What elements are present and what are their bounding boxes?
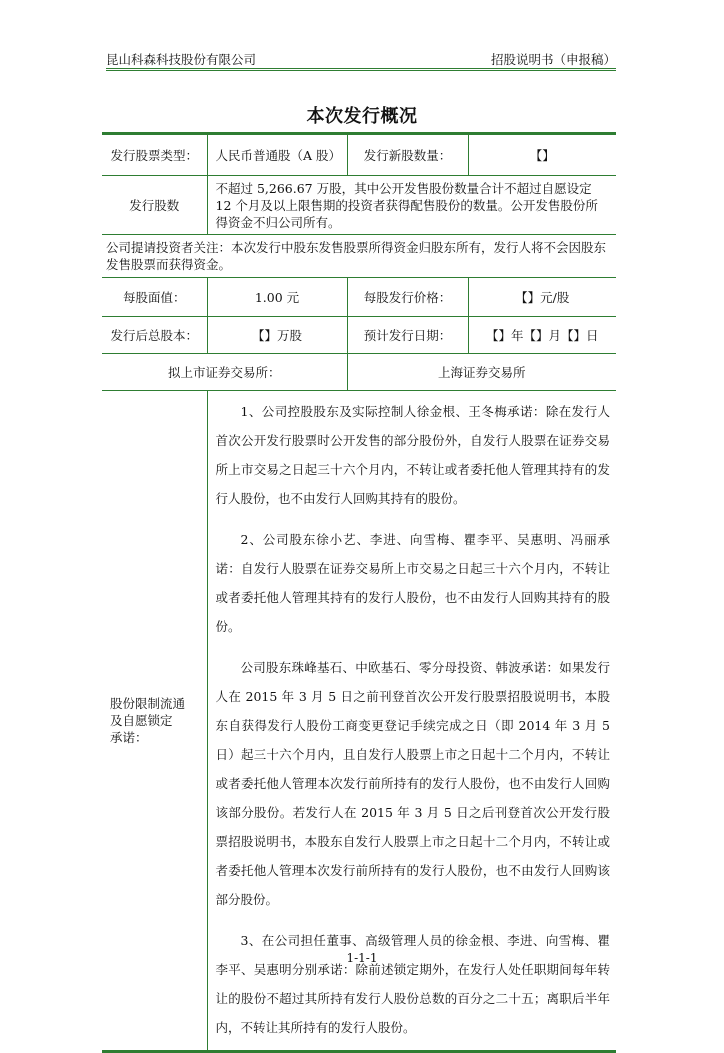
- stock-type-value: 人民币普通股（A 股）: [207, 134, 347, 176]
- exchange-label: 拟上市证券交易所：: [102, 354, 347, 391]
- new-shares-value: 【】: [468, 134, 616, 176]
- total-capital-value: 【】万股: [207, 317, 347, 354]
- issue-date-value: 【】年【】月【】日: [468, 317, 616, 354]
- offering-overview-table: [102, 132, 616, 1053]
- table-row: [102, 176, 616, 235]
- exchange-value: 上海证券交易所: [347, 354, 616, 391]
- issue-price-value: 【】元/股: [468, 278, 616, 317]
- commitment-paragraph: 公司股东珠峰基石、中欧基石、零分母投资、韩波承诺：如果发行人在 2015 年 3 月 5 日之前刊登首次公开发行股票招股说明书，本股东自获得发行人股份工商变更登记手续完成之日（即 2014 年 3 月 5 日）起三十六个月内，且自发行人股票上市之日起十二个月内，不转让或者委托他人管理本次发行前所持有的发行人股份，也不由发行人回购该部分股份。若发行人在 2015 年 3 月 5 日之后刊登首次公开发行股票招股说明书，本股东自发行人股票上市之日起十二个月内，不转让或者委托他人管理本次发行前所持有的发行人股份，也不由发行人回购该部分股份。: [215, 660, 610, 907]
- lockup-label-line: 股份限制流通: [110, 696, 186, 711]
- commitment-paragraph: 1、公司控股股东及实际控制人徐金根、王冬梅承诺：除在发行人首次公开发行股票时公开发售的部分股份外，自发行人股票在证券交易所上市交易之日起三十六个月内，不转让或者委托他人管理其持有的发行人股份，也不由发行人回购其持有的股份。: [215, 404, 610, 506]
- header-company: 昆山科森科技股份有限公司: [106, 52, 257, 67]
- investor-notice: 公司提请投资者关注：本次发行中股东发售股票所得资金归股东所有，发行人将不会因股东发售股票而获得资金。: [102, 235, 616, 278]
- stock-type-label: 发行股票类型：: [102, 134, 207, 176]
- par-value-label: 每股面值：: [102, 278, 207, 317]
- table-row: [102, 134, 616, 176]
- page-number: 1-1-1: [346, 951, 378, 965]
- lockup-label-line: 及自愿锁定: [110, 713, 173, 728]
- running-header: [106, 50, 616, 68]
- commitment-paragraph: 3、在公司担任董事、高级管理人员的徐金根、李进、向雪梅、瞿李平、吴惠明分别承诺：除前述锁定期外，在发行人处任职期间每年转让的股份不超过其所持有发行人股份总数的百分之二十五；离职后半年内，不转让其所持有的发行人股份。: [215, 933, 610, 1035]
- table-row: [102, 278, 616, 317]
- new-shares-label: 发行新股数量：: [347, 134, 468, 176]
- page-title: 本次发行概况: [306, 106, 418, 127]
- par-value-value: 1.00 元: [207, 278, 347, 317]
- header-rule: [106, 68, 616, 71]
- shares-issued-label: 发行股数: [102, 176, 207, 235]
- total-capital-label: 发行后总股本：: [102, 317, 207, 354]
- table-row: [102, 354, 616, 391]
- issue-date-label: 预计发行日期：: [347, 317, 468, 354]
- table-row: [102, 235, 616, 278]
- commitment-paragraph: 2、公司股东徐小艺、李进、向雪梅、瞿李平、吴惠明、冯丽承诺：自发行人股票在证券交易所上市交易之日起三十六个月内，不转让或者委托他人管理其持有的发行人股份，也不由发行人回购其持有的股份。: [215, 532, 610, 634]
- table-row: [102, 317, 616, 354]
- header-doc-title: 招股说明书（申报稿）: [490, 52, 616, 67]
- lockup-label-line: 承诺：: [110, 730, 148, 745]
- shares-issued-value: 不超过 5,266.67 万股，其中公开发售股份数量合计不超过自愿设定 12 个月及以上限售期的投资者获得配售股份的数量。公开发售股份所得资金不归公司所有。: [207, 176, 616, 235]
- issue-price-label: 每股发行价格：: [347, 278, 468, 317]
